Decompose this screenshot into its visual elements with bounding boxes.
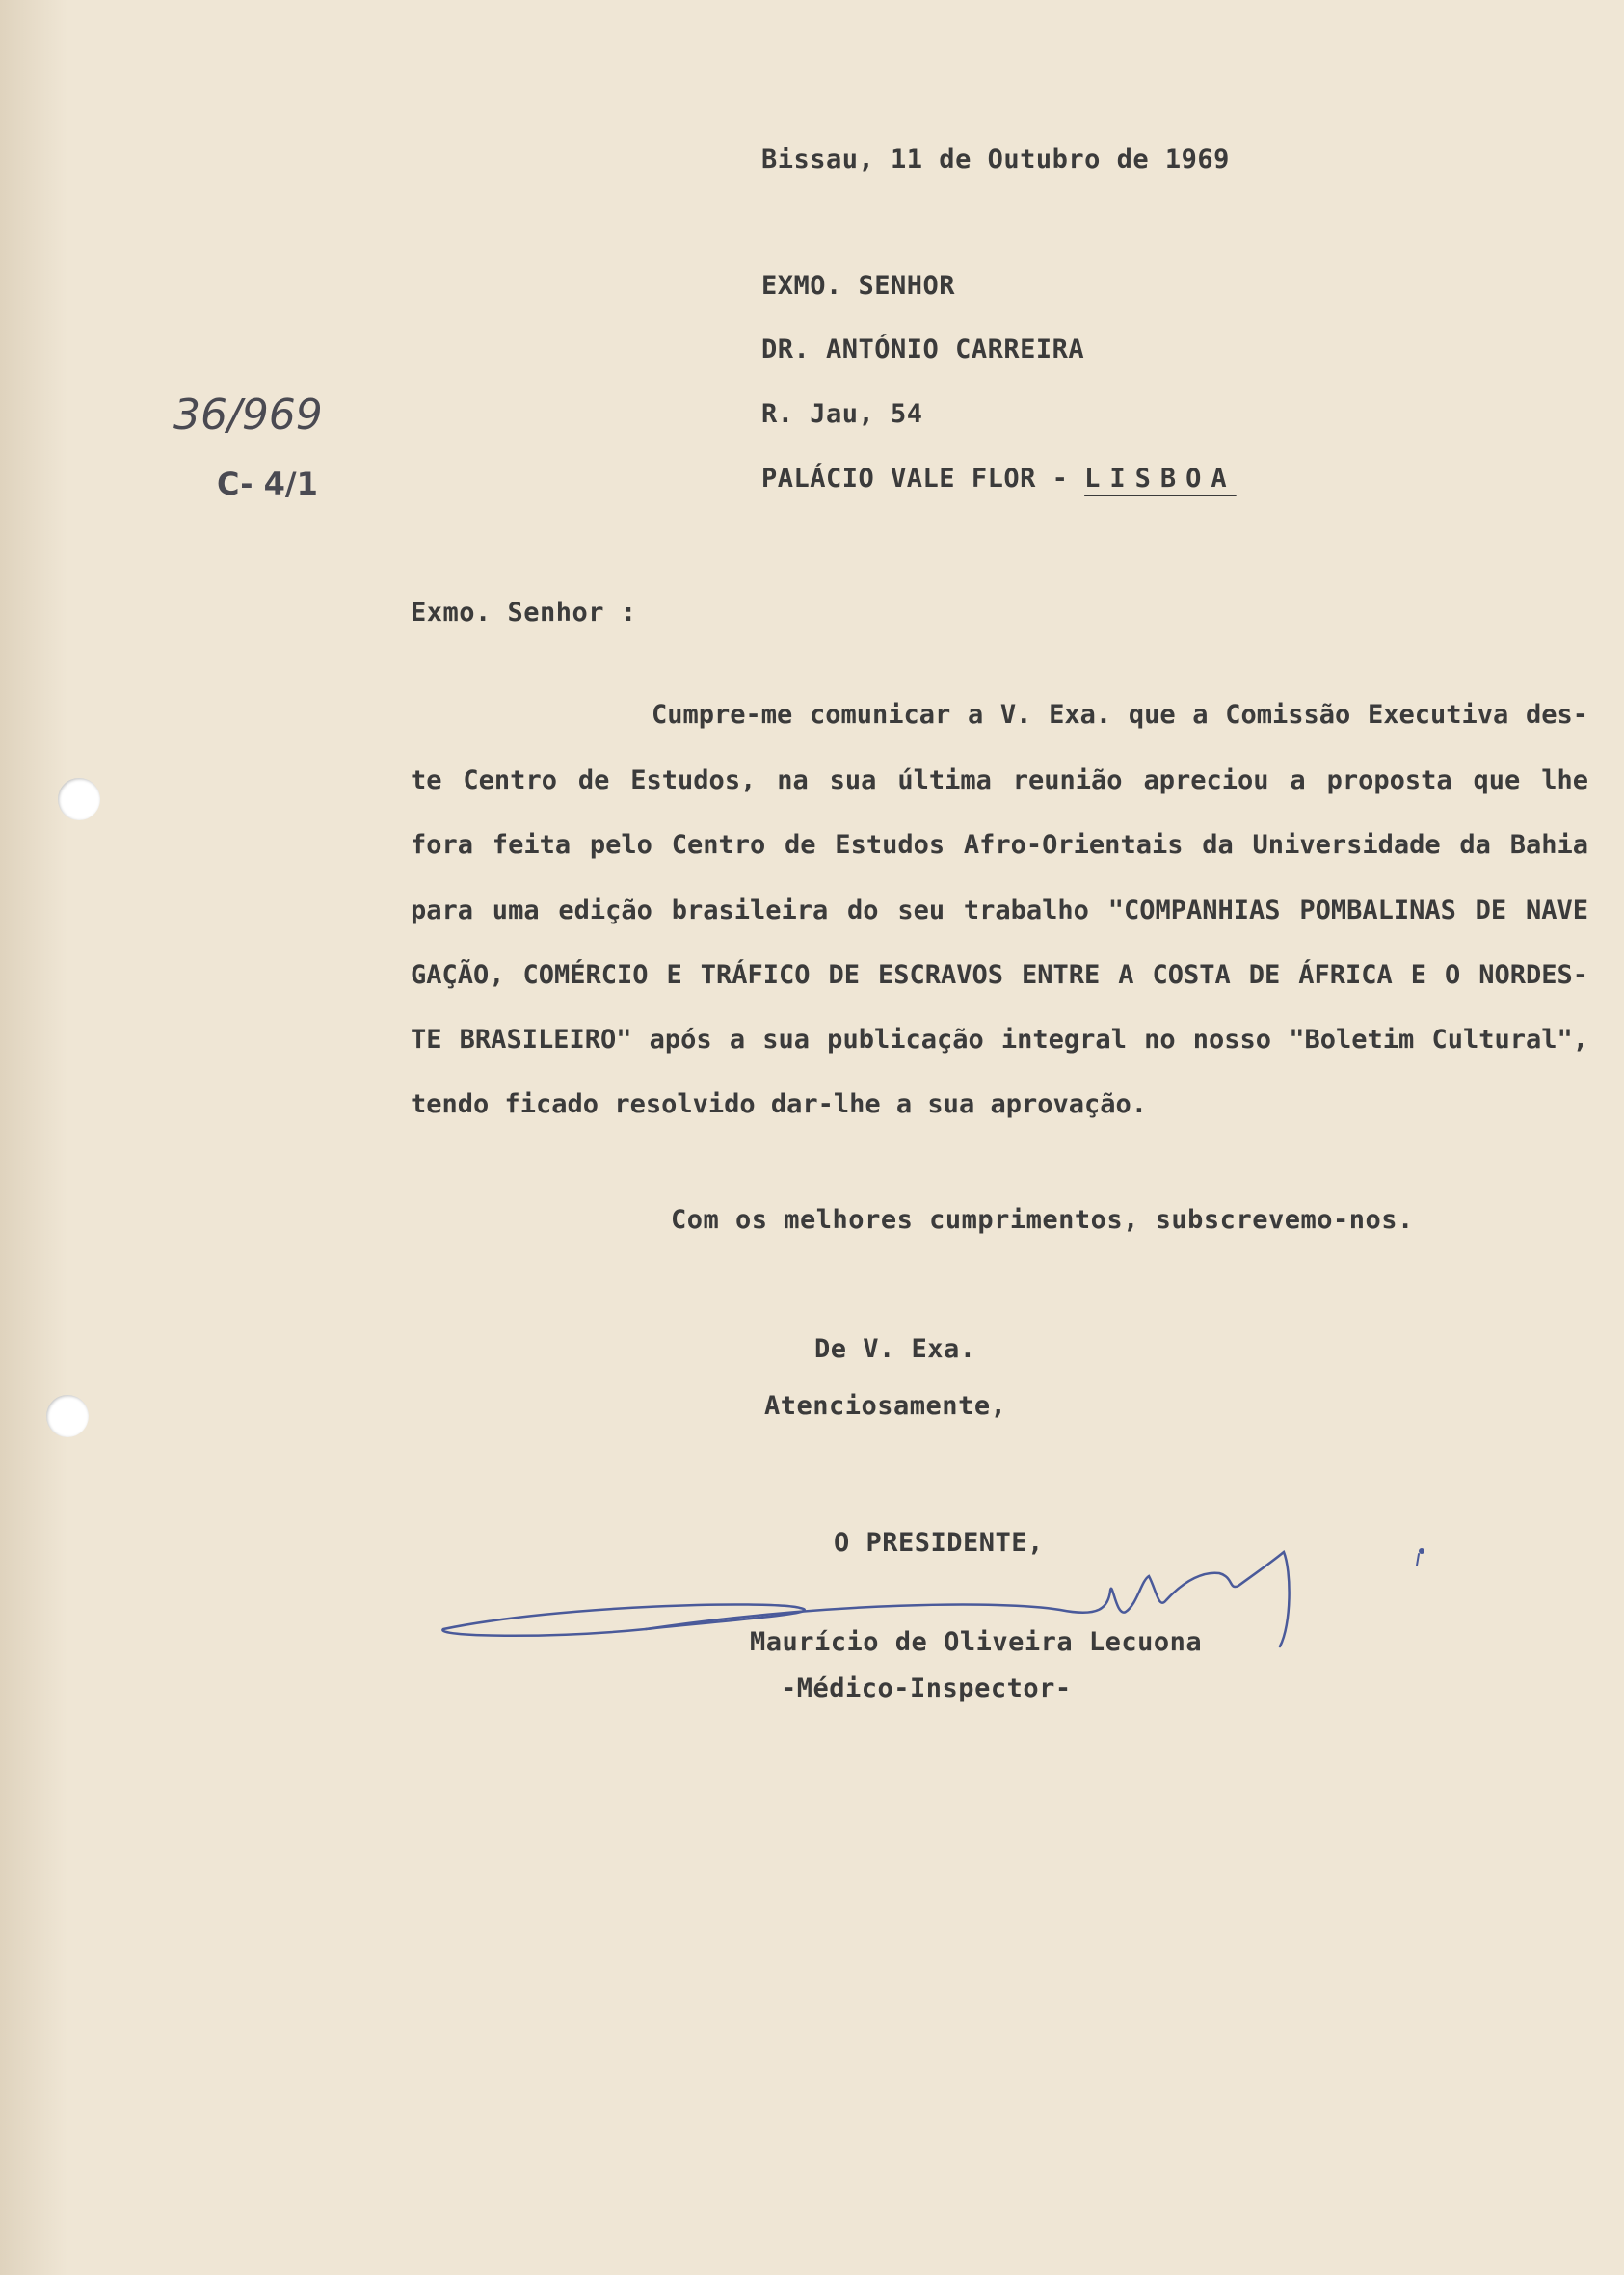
punch-hole-top [58,778,100,820]
salutation: Exmo. Senhor : [411,598,637,628]
punch-hole-bottom [46,1395,89,1437]
reference-code: C- 4/1 [217,466,318,502]
recipient-city: LISBOA [1084,464,1237,494]
signer-role: -Médico-Inspector- [781,1673,1072,1703]
closing-line: Com os melhores cumprimentos, subscrevemo-nos. [671,1205,1414,1235]
closing-formula-1: De V. Exa. [814,1334,976,1364]
reference-number: 36/969 [173,390,323,440]
body-line-1: Cumpre-me comunicar a V. Exa. que a Comissão Executiva des- [652,700,1588,730]
recipient-line-4 [761,464,1237,494]
body-line-2: te Centro de Estudos, na sua última reunião apreciou a proposta que lhe [411,765,1588,795]
signer-title: O PRESIDENTE, [834,1528,1044,1558]
recipient-line-2: DR. ANTÓNIO CARREIRA [761,335,1085,364]
body-line-3: fora feita pelo Centro de Estudos Afro-Orientais da Universidade da Bahia [411,830,1588,860]
date-line: Bissau, 11 de Outubro de 1969 [761,145,1230,174]
closing-formula-2: Atenciosamente, [764,1391,1007,1421]
recipient-address: PALÁCIO VALE FLOR - [761,464,1069,494]
body-line-7: tendo ficado resolvido dar-lhe a sua aprovação. [411,1089,1148,1119]
body-line-6: TE BRASILEIRO" após a sua publicação integral no nosso "Boletim Cultural", [411,1025,1588,1055]
body-line-5: GAÇÃO, COMÉRCIO E TRÁFICO DE ESCRAVOS ENTRE A COSTA DE ÁFRICA E O NORDES- [411,960,1588,990]
signer-name: Maurício de Oliveira Lecuona [750,1627,1203,1657]
body-line-4: para uma edição brasileira do seu trabalho "COMPANHIAS POMBALINAS DE NAVE [411,896,1588,925]
recipient-line-3: R. Jau, 54 [761,399,923,429]
recipient-line-1: EXMO. SENHOR [761,271,956,301]
